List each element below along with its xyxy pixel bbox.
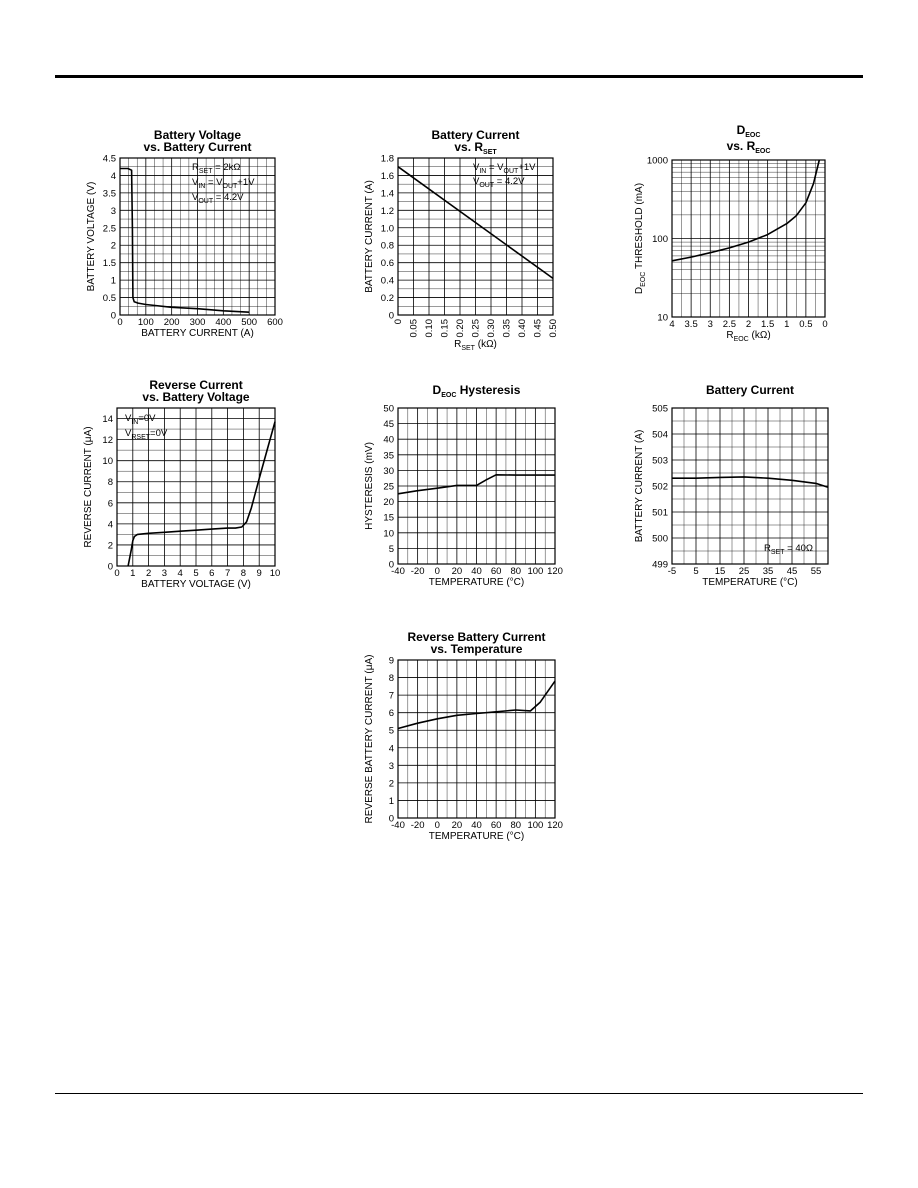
x-tick-label: 20 xyxy=(451,566,463,577)
x-tick-label: -20 xyxy=(410,820,425,831)
chart-title: Reverse Battery Current xyxy=(407,630,546,644)
y-tick-label: 505 xyxy=(652,403,668,415)
x-tick-label: 100 xyxy=(527,820,544,831)
x-axis-label: TEMPERATURE (°C) xyxy=(702,577,798,588)
x-tick-label: -40 xyxy=(391,566,405,577)
y-tick-label: 4 xyxy=(388,743,394,755)
y-axis-label: HYSTERESIS (mV) xyxy=(364,442,375,530)
y-tick-label: 7 xyxy=(388,690,394,702)
x-tick-label: 60 xyxy=(490,820,502,831)
y-tick-label: 3.5 xyxy=(102,188,116,200)
chart-svg xyxy=(340,128,570,358)
y-tick-label: 5 xyxy=(388,543,394,555)
y-tick-label: 10 xyxy=(657,312,668,324)
y-axis-label: REVERSE BATTERY CURRENT (μA) xyxy=(364,654,375,824)
y-tick-label: 2 xyxy=(110,240,116,252)
grid xyxy=(672,408,828,564)
x-tick-label: 0.40 xyxy=(517,319,528,338)
x-axis-label: BATTERY VOLTAGE (V) xyxy=(141,579,251,590)
y-tick-label: 30 xyxy=(383,465,394,477)
y-axis-label: BATTERY CURRENT (A) xyxy=(634,429,645,543)
y-tick-label: 35 xyxy=(383,450,394,462)
x-tick-label: 600 xyxy=(267,317,283,328)
x-tick-label: 35 xyxy=(762,566,774,577)
x-tick-label: 120 xyxy=(547,820,563,831)
x-tick-label: 0 xyxy=(434,820,440,831)
y-tick-label: 9 xyxy=(388,655,394,667)
y-tick-label: 2.5 xyxy=(102,223,116,235)
x-tick-label: 6 xyxy=(209,568,215,579)
x-axis-label: TEMPERATURE (°C) xyxy=(428,831,525,842)
x-tick-label: 0.25 xyxy=(470,319,482,338)
chart-svg xyxy=(614,378,844,598)
y-tick-label: 1.8 xyxy=(380,153,394,165)
y-tick-label: 0.2 xyxy=(380,293,394,305)
x-tick-label: 5 xyxy=(193,568,199,579)
x-tick-label: 5 xyxy=(693,566,699,577)
x-tick-label: 0.10 xyxy=(424,319,435,338)
y-tick-label: 0 xyxy=(388,559,394,571)
x-tick-label: 0 xyxy=(822,319,828,330)
y-axis-label: REVERSE CURRENT (μA) xyxy=(83,426,94,548)
x-tick-label: 120 xyxy=(547,566,563,577)
x-tick-label: 0.45 xyxy=(532,319,544,338)
x-tick-label: 200 xyxy=(163,317,180,328)
x-tick-label: 0.30 xyxy=(486,319,497,338)
chart-title: vs. $R_{EOC}$ xyxy=(726,139,771,155)
x-tick-label: 0.20 xyxy=(455,319,466,338)
chart-svg xyxy=(340,378,570,598)
x-tick-label: 1 xyxy=(130,568,136,579)
y-tick-label: 10 xyxy=(383,528,394,540)
chart-annotation: $V_{OUT} = 4.2V$ xyxy=(473,176,525,189)
y-tick-label: 6 xyxy=(107,498,113,510)
chart-annotation: $V_{IN} = V_{OUT}+1V$ xyxy=(473,162,536,175)
chart-annotation: $V_{RSET}=0V$ xyxy=(125,428,168,441)
chart-svg xyxy=(614,122,844,352)
x-tick-label: 0 xyxy=(114,568,120,579)
y-tick-label: 1 xyxy=(110,275,116,287)
x-tick-label: 80 xyxy=(510,820,522,831)
x-tick-label: 2 xyxy=(145,568,152,579)
chart-svg xyxy=(340,630,570,850)
y-tick-label: 25 xyxy=(383,481,394,493)
header-rule xyxy=(55,75,863,78)
y-tick-label: 0.4 xyxy=(380,275,394,287)
x-tick-label: 45 xyxy=(786,566,798,577)
x-tick-label: 0.50 xyxy=(548,319,559,338)
x-tick-label: 10 xyxy=(269,568,281,579)
y-tick-label: 1000 xyxy=(646,155,668,167)
x-tick-label: 8 xyxy=(240,568,247,579)
y-tick-label: 2 xyxy=(107,540,113,552)
y-axis-label: BATTERY CURRENT (A) xyxy=(364,180,375,293)
x-tick-label: 60 xyxy=(490,566,502,577)
chart-title: Battery Current xyxy=(431,128,520,142)
x-tick-label: 55 xyxy=(810,566,822,577)
y-tick-label: 4 xyxy=(107,519,113,531)
x-axis-label: TEMPERATURE (°C) xyxy=(428,577,525,588)
footer-rule xyxy=(55,1093,863,1094)
x-tick-label: 2.5 xyxy=(722,319,736,330)
series-line xyxy=(120,169,249,313)
y-tick-label: 45 xyxy=(383,419,394,431)
chart-svg xyxy=(62,378,292,598)
chart-title: vs. $R_{SET}$ xyxy=(454,140,497,156)
chart-reverse-current-vs-voltage xyxy=(62,378,292,598)
x-tick-label: 25 xyxy=(738,566,750,577)
y-tick-label: 504 xyxy=(652,429,668,441)
x-tick-label: 4 xyxy=(669,319,675,330)
x-axis-label: $R_{SET}$ (kΩ) xyxy=(454,339,497,352)
x-tick-label: 80 xyxy=(510,566,522,577)
y-tick-label: 0.6 xyxy=(380,258,394,270)
y-tick-label: 501 xyxy=(652,507,668,519)
chart-title: vs. Battery Current xyxy=(143,140,252,154)
chart-annotation: $V_{IN} = V_{OUT}+1V$ xyxy=(192,177,255,190)
y-tick-label: 20 xyxy=(383,497,394,509)
y-tick-label: 3 xyxy=(110,205,116,217)
y-tick-label: 8 xyxy=(388,673,394,685)
y-tick-label: 5 xyxy=(388,725,394,737)
y-tick-label: 0.8 xyxy=(380,240,394,252)
x-tick-label: 100 xyxy=(527,566,544,577)
x-tick-label: 3.5 xyxy=(684,319,698,330)
chart-battery-current-vs-temperature xyxy=(614,378,844,598)
x-tick-label: -20 xyxy=(410,566,425,577)
y-tick-label: 1 xyxy=(388,795,394,807)
x-tick-label: 400 xyxy=(215,317,232,328)
chart-title: Reverse Current xyxy=(149,378,243,392)
chart-title: Battery Voltage xyxy=(153,128,242,142)
y-tick-label: 3 xyxy=(388,760,394,772)
y-tick-label: 2 xyxy=(388,778,394,790)
chart-deoc-hysteresis xyxy=(340,378,570,598)
y-tick-label: 4.5 xyxy=(102,153,116,165)
x-tick-label: 300 xyxy=(189,317,206,328)
x-tick-label: 0.15 xyxy=(439,319,451,338)
chart-battery-voltage-vs-current xyxy=(62,128,292,348)
x-tick-label: 3 xyxy=(161,568,168,579)
chart-title: vs. Temperature xyxy=(430,642,523,656)
x-tick-label: 0.35 xyxy=(501,319,513,338)
x-tick-label: 500 xyxy=(241,317,258,328)
chart-title: Battery Current xyxy=(705,383,795,397)
chart-battery-current-vs-rset xyxy=(340,128,570,358)
y-tick-label: 1.2 xyxy=(380,205,394,217)
x-tick-label: 0.5 xyxy=(799,319,813,330)
y-tick-label: 4 xyxy=(110,170,116,182)
chart-annotation: $V_{IN}=0V$ xyxy=(125,413,156,426)
y-tick-label: 100 xyxy=(652,234,668,245)
x-tick-label: 4 xyxy=(177,568,183,579)
y-axis-label: $D_{EOC}$ THRESHOLD (mA) xyxy=(634,182,647,295)
y-tick-label: 12 xyxy=(102,435,113,447)
grid xyxy=(398,660,555,818)
y-tick-label: 1.4 xyxy=(380,188,394,200)
y-tick-label: 1.6 xyxy=(380,170,394,182)
y-tick-label: 1.0 xyxy=(380,223,394,235)
x-axis-label: $R_{EOC}$ (kΩ) xyxy=(726,330,771,343)
chart-annotation: $R_{SET} = 40\Omega$ xyxy=(764,543,813,556)
y-tick-label: 8 xyxy=(107,477,113,489)
grid xyxy=(117,408,275,566)
y-tick-label: 40 xyxy=(383,434,394,446)
series-line xyxy=(672,160,819,261)
chart-reverse-battery-current-vs-temperature xyxy=(340,630,570,850)
x-tick-label: 40 xyxy=(471,566,482,577)
y-tick-label: 10 xyxy=(102,456,113,468)
x-tick-label: 7 xyxy=(224,568,231,579)
y-tick-label: 0.5 xyxy=(102,293,116,305)
x-tick-label: -40 xyxy=(391,820,405,831)
y-tick-label: 0 xyxy=(110,310,116,322)
y-axis-label: BATTERY VOLTAGE (V) xyxy=(86,181,97,292)
chart-annotation: $R_{SET} = 2k\Omega$ xyxy=(192,162,241,175)
x-tick-label: 9 xyxy=(256,568,262,579)
y-tick-label: 50 xyxy=(383,403,394,415)
grid xyxy=(672,160,825,317)
x-tick-label: 1 xyxy=(784,319,790,330)
y-tick-label: 503 xyxy=(652,455,668,467)
y-tick-label: 6 xyxy=(388,708,394,720)
x-tick-label: -5 xyxy=(667,566,677,577)
y-tick-label: 1.5 xyxy=(102,258,116,270)
y-tick-label: 0 xyxy=(388,813,394,825)
chart-title: vs. Battery Voltage xyxy=(142,390,250,404)
chart-annotation: $V_{OUT} = 4.2V$ xyxy=(192,192,244,205)
x-tick-label: 15 xyxy=(714,566,726,577)
series-line xyxy=(128,422,275,566)
x-tick-label: 20 xyxy=(451,820,463,831)
x-tick-label: 100 xyxy=(137,317,154,328)
y-tick-label: 499 xyxy=(652,559,668,571)
y-tick-label: 500 xyxy=(652,533,668,545)
y-tick-label: 15 xyxy=(383,512,394,524)
x-tick-label: 2 xyxy=(745,319,752,330)
x-tick-label: 0 xyxy=(434,566,440,577)
chart-title: $D_{EOC}$ Hysteresis xyxy=(432,383,521,399)
y-tick-label: 14 xyxy=(102,414,113,426)
x-axis-label: BATTERY CURRENT (A) xyxy=(141,328,254,339)
y-tick-label: 0 xyxy=(107,561,113,573)
chart-title: $D_{EOC}$ xyxy=(736,123,761,139)
x-tick-label: 40 xyxy=(471,820,482,831)
x-tick-label: 1.5 xyxy=(761,319,775,330)
y-tick-label: 502 xyxy=(652,481,668,493)
chart-svg xyxy=(62,128,292,348)
x-tick-label: 0.05 xyxy=(408,319,420,338)
x-tick-label: 0 xyxy=(393,319,404,325)
y-tick-label: 0 xyxy=(388,310,394,322)
chart-deoc-vs-reoc xyxy=(614,122,844,352)
x-tick-label: 3 xyxy=(707,319,713,330)
x-tick-label: 0 xyxy=(117,317,123,328)
